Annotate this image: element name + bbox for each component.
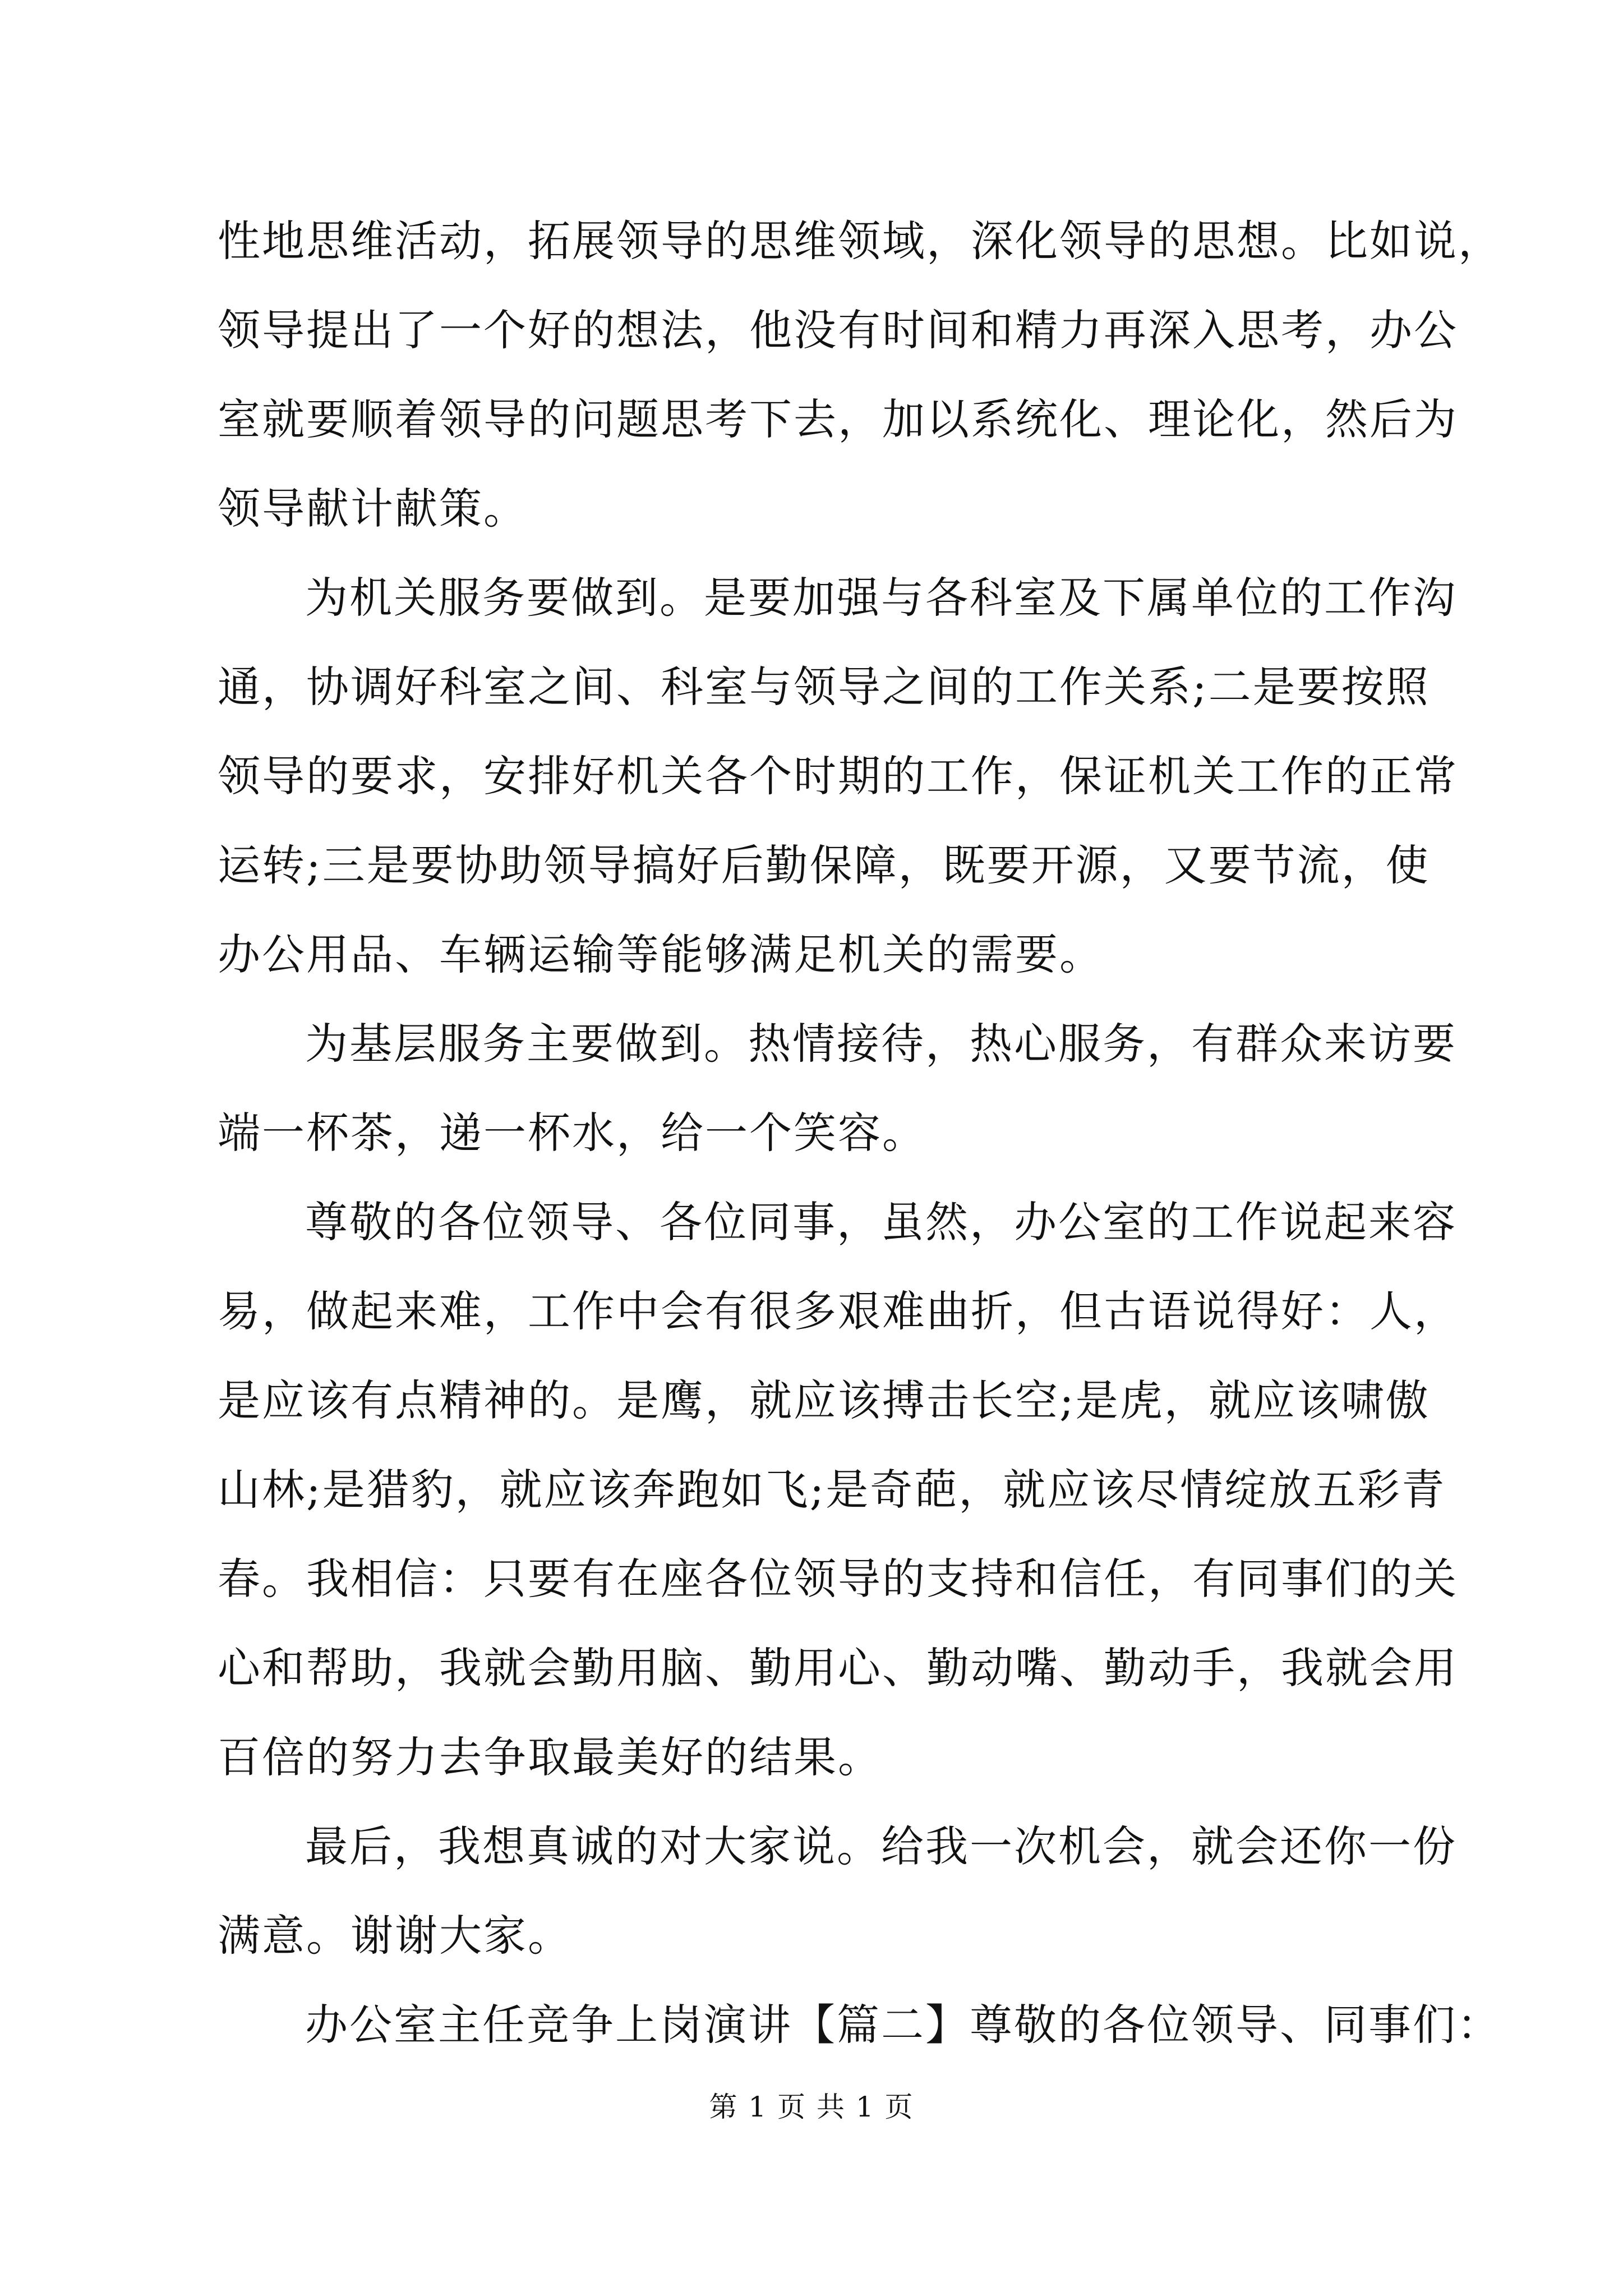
text-line: 领导献计献策。 [218, 484, 528, 533]
text-line: 领导的要求，安排好机关各个时期的工作，保证机关工作的正常 [218, 751, 1458, 801]
paragraph-first-line: 最后，我想真诚的对大家说。给我一次机会，就会还你一份 [305, 1821, 1457, 1871]
text-line: 山林;是猎豹，就应该奔跑如飞;是奇葩，就应该尽情绽放五彩青 [218, 1465, 1446, 1515]
paragraph-first-line: 为机关服务要做到。是要加强与各科室及下属单位的工作沟 [305, 573, 1457, 623]
text-line: 办公用品、车辆运输等能够满足机关的需要。 [218, 930, 1104, 979]
text-line: 满意。谢谢大家。 [218, 1911, 572, 1961]
text-line: 心和帮助，我就会勤用脑、勤用心、勤动嘴、勤动手，我就会用 [218, 1643, 1458, 1693]
text-line: 室就要顺着领导的问题思考下去，加以系统化、理论化，然后为 [218, 394, 1458, 444]
paragraph-first-line: 办公室主任竞争上岗演讲【篇二】尊敬的各位领导、同事们： [305, 2000, 1501, 2050]
text-line: 领导提出了一个好的想法，他没有时间和精力再深入思考，办公 [218, 305, 1458, 355]
paragraph-first-line: 为基层服务主要做到。热情接待，热心服务，有群众来访要 [305, 1019, 1457, 1069]
text-line: 春。我相信：只要有在座各位领导的支持和信任，有同事们的关 [218, 1554, 1458, 1604]
text-line: 端一杯茶，递一杯水，给一个笑容。 [218, 1108, 926, 1158]
text-line: 易，做起来难，工作中会有很多艰难曲折，但古语说得好：人， [218, 1286, 1458, 1336]
text-line: 运转;三是要协助领导搞好后勤保障，既要开源，又要节流，使 [218, 840, 1430, 890]
text-line: 是应该有点精神的。是鹰，就应该搏击长空;是虎，就应该啸傲 [218, 1375, 1430, 1425]
text-line: 性地思维活动，拓展领导的思维领域，深化领导的思想。比如说， [218, 216, 1502, 266]
text-line: 百倍的努力去争取最美好的结果。 [218, 1732, 882, 1782]
paragraph-first-line: 尊敬的各位领导、各位同事，虽然，办公室的工作说起来容 [305, 1197, 1457, 1247]
page-number-footer: 第 1 页 共 1 页 [709, 2091, 914, 2123]
text-line: 通，协调好科室之间、科室与领导之间的工作关系;二是要按照 [218, 662, 1430, 712]
